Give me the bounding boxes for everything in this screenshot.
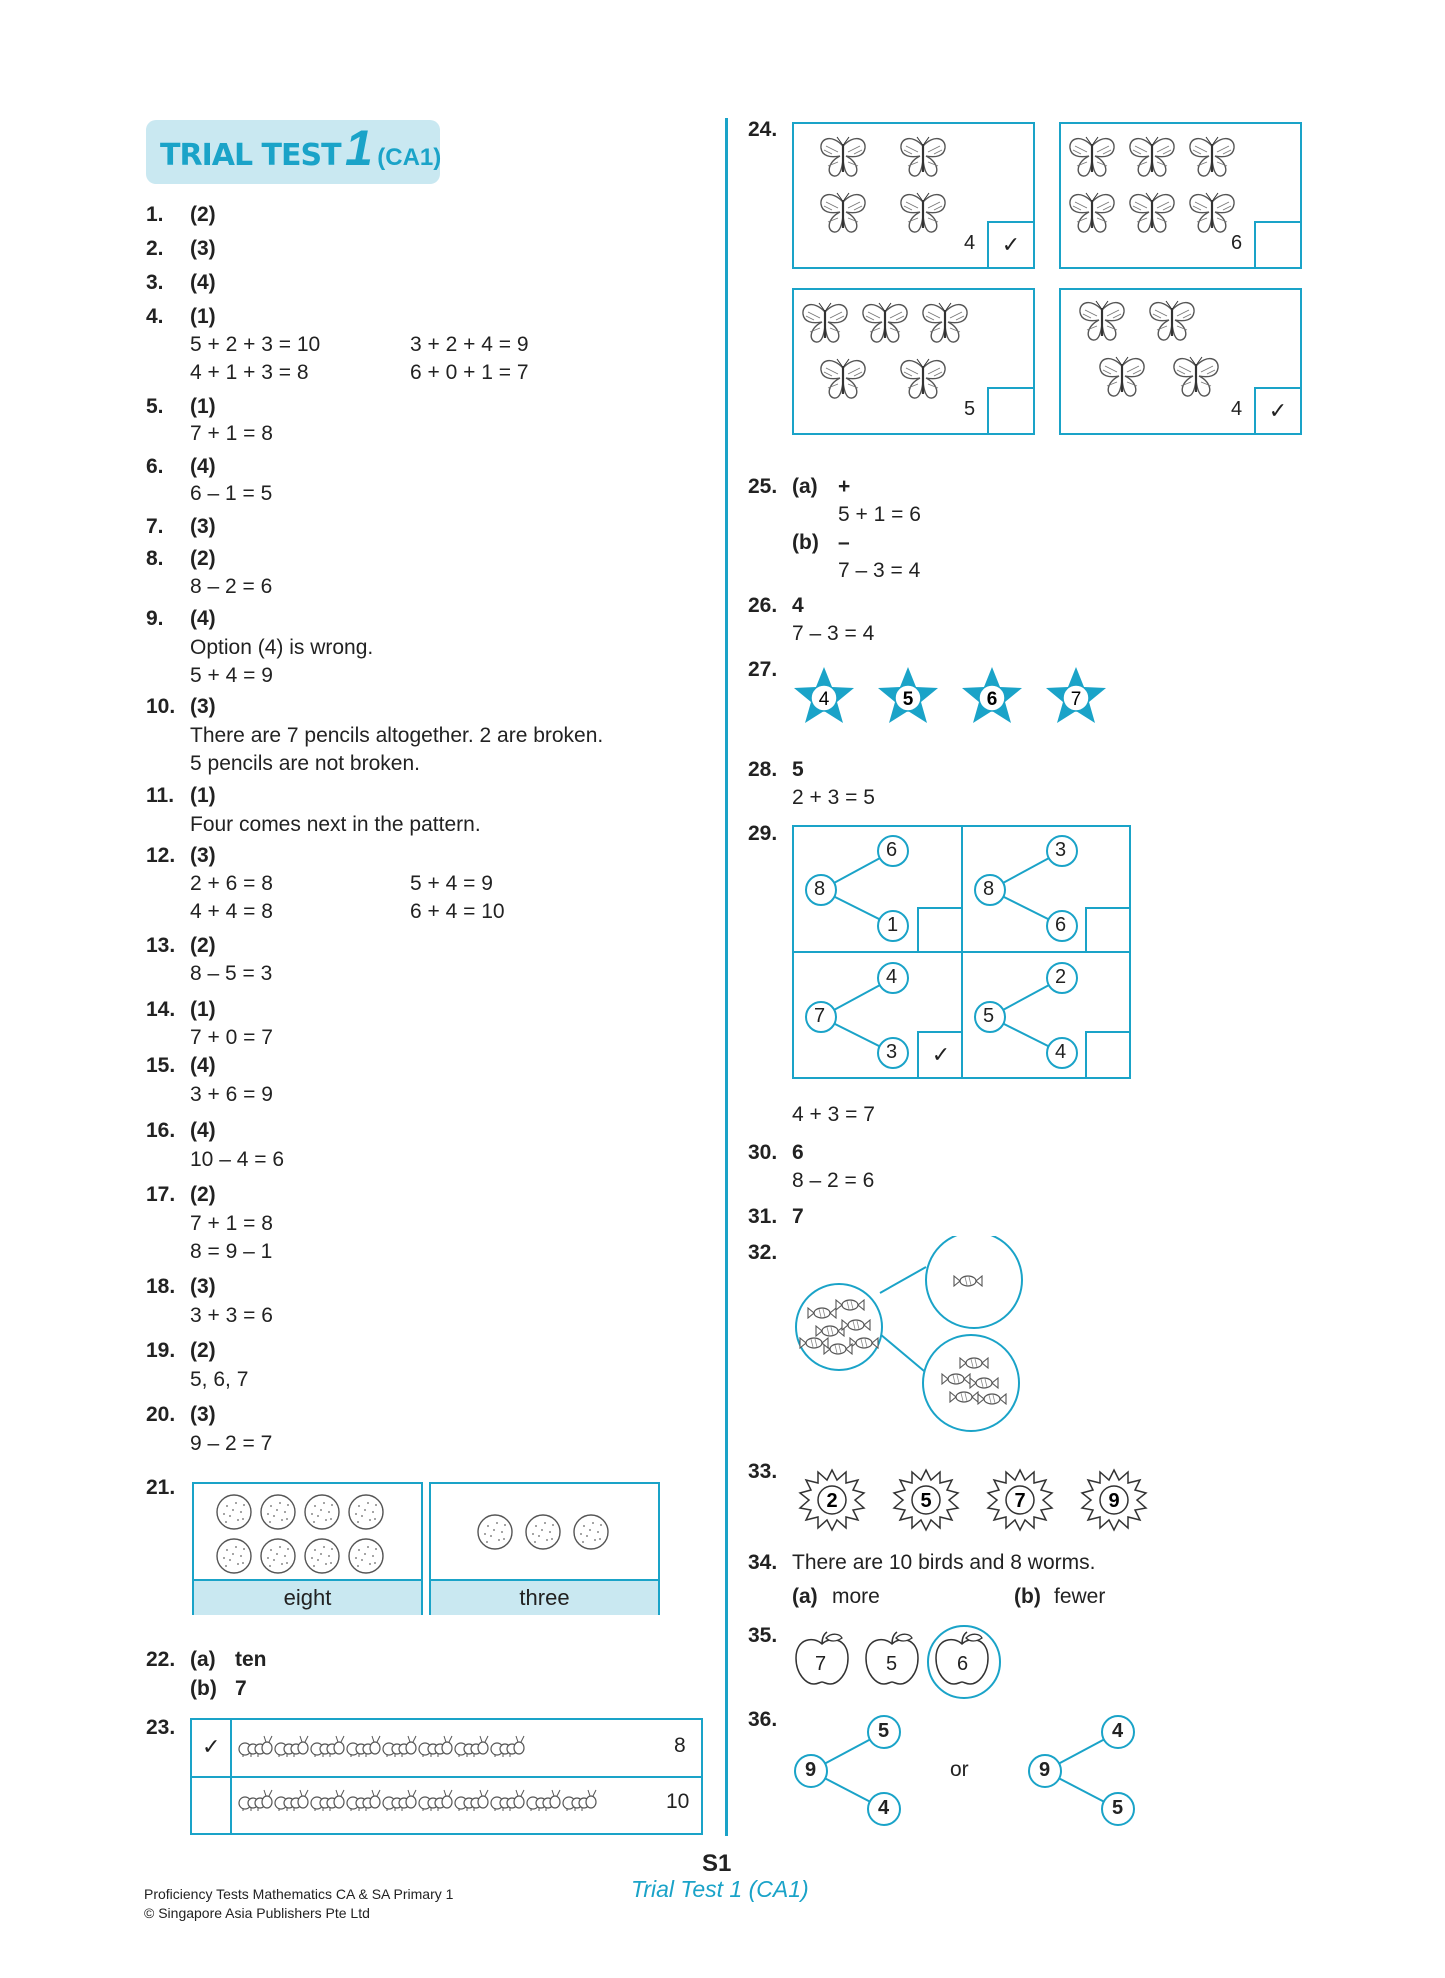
q27-star-number: 7	[1070, 689, 1082, 710]
q25-number: 25.	[748, 475, 778, 498]
left-answer-option: (2)	[190, 934, 216, 957]
q27-star-4	[792, 665, 856, 725]
left-working-line: 5 + 2 + 3 = 10	[190, 333, 321, 356]
q29-bond3-part1: 4	[886, 966, 898, 988]
q36-bond1-whole: 9	[805, 1759, 817, 1781]
q24-box-1	[792, 122, 1035, 269]
left-working-line: 2 + 6 = 8	[190, 872, 273, 895]
q25-b-answer: –	[838, 531, 850, 554]
q23-tick: ✓	[202, 1734, 221, 1759]
q33-flower-5	[886, 1464, 966, 1536]
q24-box-4	[1059, 288, 1302, 435]
q26-answer: 4	[792, 594, 804, 617]
left-question-number: 13.	[146, 934, 176, 957]
q28-answer: 5	[792, 758, 804, 781]
left-working-line: 7 + 1 = 8	[190, 1212, 273, 1235]
left-question-number: 3.	[146, 271, 164, 294]
q24-tick-box-2	[1254, 221, 1300, 267]
q30-number: 30.	[748, 1141, 778, 1164]
left-working-line: 7 + 1 = 8	[190, 422, 273, 445]
q27-number: 27.	[748, 658, 778, 681]
q33-flower-number: 5	[920, 1490, 932, 1512]
q34-text: There are 10 birds and 8 worms.	[792, 1551, 1096, 1574]
q36-bond1-part1: 5	[878, 1720, 890, 1742]
q21-number: 21.	[146, 1476, 176, 1499]
title-number: 1	[345, 120, 373, 176]
q24-count-3: 5	[964, 398, 976, 420]
title-part3: (CA1)	[377, 144, 442, 171]
left-working-line: 10 – 4 = 6	[190, 1148, 284, 1171]
q36-bond2-part1: 4	[1112, 1720, 1124, 1742]
q24-butterflies-6	[1061, 124, 1256, 267]
left-working-line: 6 – 1 = 5	[190, 482, 273, 505]
left-answer-option: (4)	[190, 1054, 216, 1077]
left-answer-option: (3)	[190, 1275, 216, 1298]
q27-star-number: 5	[902, 689, 914, 710]
q33-flower-7	[980, 1464, 1060, 1536]
left-answer-option: (3)	[190, 1403, 216, 1426]
left-working-line: 8 = 9 – 1	[190, 1240, 273, 1263]
left-question-number: 1.	[146, 203, 164, 226]
left-question-number: 5.	[146, 395, 164, 418]
q24-butterflies-5	[794, 290, 989, 433]
left-working-line: 4 + 1 + 3 = 8	[190, 361, 309, 384]
q21-oranges-1	[194, 1484, 421, 1579]
q23-number: 23.	[146, 1716, 176, 1739]
q28-equation: 2 + 3 = 5	[792, 786, 875, 809]
q36-bonds	[790, 1710, 1150, 1840]
q33-flower-number: 9	[1108, 1490, 1120, 1512]
left-question-number: 10.	[146, 695, 176, 718]
left-question-number: 8.	[146, 547, 164, 570]
q27-star-6	[960, 665, 1024, 725]
q24-count-2: 6	[1231, 232, 1243, 254]
q30-equation: 8 – 2 = 6	[792, 1169, 875, 1192]
left-working-line: 7 + 0 = 7	[190, 1026, 273, 1049]
left-working-line: Option (4) is wrong.	[190, 636, 374, 659]
left-answer-option: (3)	[190, 237, 216, 260]
left-answer-option: (2)	[190, 547, 216, 570]
left-answer-option: (1)	[190, 305, 216, 328]
left-answer-option: (4)	[190, 271, 216, 294]
left-answer-option: (3)	[190, 695, 216, 718]
left-question-number: 9.	[146, 607, 164, 630]
left-working-line: Four comes next in the pattern.	[190, 813, 481, 836]
left-working-line: 6 + 0 + 1 = 7	[410, 361, 529, 384]
q29-bond1-part2: 1	[887, 914, 899, 936]
left-answer-option: (1)	[190, 784, 216, 807]
q22-number: 22.	[146, 1648, 176, 1671]
column-divider	[725, 118, 728, 1836]
q22-a-answer: ten	[235, 1648, 267, 1671]
left-question-number: 4.	[146, 305, 164, 328]
q22-b-answer: 7	[235, 1677, 247, 1700]
q29-bond4-part2: 4	[1055, 1041, 1067, 1063]
q35-apple-2: 5	[886, 1653, 898, 1675]
q31-answer: 7	[792, 1205, 804, 1228]
title-part1: TRIAL TEST	[160, 138, 341, 173]
q27-star-7	[1044, 665, 1108, 725]
q33-flower-number: 7	[1014, 1490, 1026, 1512]
left-working-line: 3 + 2 + 4 = 9	[410, 333, 529, 356]
q22-b-label: (b)	[190, 1677, 217, 1700]
left-question-number: 7.	[146, 515, 164, 538]
q29-bond2-part2: 6	[1055, 914, 1067, 936]
q29-bond1-whole: 8	[814, 878, 826, 900]
left-question-number: 14.	[146, 998, 176, 1021]
left-question-number: 20.	[146, 1403, 176, 1426]
q29-bond3-part2: 3	[886, 1041, 898, 1063]
q24-tick-box-4: ✓	[1254, 387, 1300, 433]
q29-bond1-part1: 6	[886, 839, 898, 861]
q31-number: 31.	[748, 1205, 778, 1228]
q24-tick-box-1: ✓	[987, 221, 1033, 267]
left-answer-option: (4)	[190, 607, 216, 630]
q29-bond2-whole: 8	[983, 878, 995, 900]
q29-number: 29.	[748, 822, 778, 845]
q21-label-three: three	[431, 1579, 658, 1615]
q34-number: 34.	[748, 1551, 778, 1574]
q21-box-1	[192, 1482, 423, 1615]
q35-number: 35.	[748, 1624, 778, 1647]
q24-box-3	[792, 288, 1035, 435]
q34-a-label: (a)	[792, 1585, 818, 1608]
q25-a-label: (a)	[792, 475, 818, 498]
left-question-number: 6.	[146, 455, 164, 478]
q23-caterpillars-10	[238, 1788, 668, 1818]
left-question-number: 18.	[146, 1275, 176, 1298]
left-working-line: 4 + 4 = 8	[190, 900, 273, 923]
left-question-number: 15.	[146, 1054, 176, 1077]
q29-bond2-part1: 3	[1055, 839, 1067, 861]
footer-credits	[144, 1885, 453, 1923]
q26-number: 26.	[748, 594, 778, 617]
q25-b-label: (b)	[792, 531, 819, 554]
left-working-line: 6 + 4 = 10	[410, 900, 505, 923]
q29-bond4-whole: 5	[983, 1005, 995, 1027]
left-answer-option: (1)	[190, 395, 216, 418]
left-working-line: 5 + 4 = 9	[410, 872, 493, 895]
q33-flower-number: 2	[826, 1490, 838, 1512]
q23-table	[190, 1718, 703, 1835]
left-answer-option: (2)	[190, 203, 216, 226]
q36-bond2-whole: 9	[1039, 1759, 1051, 1781]
left-answer-option: (3)	[190, 844, 216, 867]
q21-box-2	[429, 1482, 660, 1615]
q23-count-8: 8	[674, 1734, 686, 1757]
q33-flower-9	[1074, 1464, 1154, 1536]
left-question-number: 16.	[146, 1119, 176, 1142]
q22-a-label: (a)	[190, 1648, 216, 1671]
footer-subtitle: Trial Test 1 (CA1)	[631, 1876, 809, 1902]
q27-star-number: 4	[818, 689, 830, 710]
left-working-line: 8 – 2 = 6	[190, 575, 273, 598]
left-answer-option: (3)	[190, 515, 216, 538]
left-working-line: 5, 6, 7	[190, 1368, 249, 1391]
footer-book-title: Proficiency Tests Mathematics CA & SA Primary 1	[144, 1886, 454, 1902]
q25-b-equation: 7 – 3 = 4	[838, 559, 921, 582]
q24-count-1: 4	[964, 232, 976, 254]
q29-tick-box-2	[1085, 907, 1131, 953]
q34-b-answer: fewer	[1054, 1585, 1106, 1608]
left-question-number: 19.	[146, 1339, 176, 1362]
q36-or: or	[950, 1758, 969, 1781]
q29-tick-box-3: ✓	[917, 1031, 963, 1077]
left-working-line: 3 + 6 = 9	[190, 1083, 273, 1106]
q35-apple-1: 7	[815, 1653, 827, 1675]
left-answer-option: (2)	[190, 1339, 216, 1362]
test-title	[160, 120, 442, 176]
q30-answer: 6	[792, 1141, 804, 1164]
q36-bond2-part2: 5	[1112, 1797, 1124, 1819]
q32-number: 32.	[748, 1241, 778, 1264]
q24-box-2	[1059, 122, 1302, 269]
left-answer-option: (1)	[190, 998, 216, 1021]
q29-tick-box-4	[1085, 1031, 1131, 1077]
left-question-number: 17.	[146, 1183, 176, 1206]
q29-bond3-whole: 7	[814, 1005, 826, 1027]
q33-flower-2	[792, 1464, 872, 1536]
test-title-banner	[146, 120, 440, 184]
q27-star-number: 6	[986, 689, 998, 710]
q29-tick-box-1	[917, 907, 963, 953]
q25-a-answer: +	[838, 475, 851, 498]
q24-count-4: 4	[1231, 398, 1243, 420]
left-working-line: 3 + 3 = 6	[190, 1304, 273, 1327]
left-question-number: 2.	[146, 237, 164, 260]
q24-tick-box-3	[987, 387, 1033, 433]
q21-label-eight: eight	[194, 1579, 421, 1615]
q26-equation: 7 – 3 = 4	[792, 622, 875, 645]
q29-grid	[792, 825, 1131, 1079]
q25-a-equation: 5 + 1 = 6	[838, 503, 921, 526]
left-working-line: 5 + 4 = 9	[190, 664, 273, 687]
q29-bond4-part1: 2	[1055, 966, 1067, 988]
q24-butterflies-4	[794, 124, 989, 267]
left-working-line: 9 – 2 = 7	[190, 1432, 273, 1455]
q36-number: 36.	[748, 1708, 778, 1731]
q36-bond1-part2: 4	[878, 1797, 890, 1819]
left-working-line: 5 pencils are not broken.	[190, 752, 420, 775]
q24-butterflies-4b	[1061, 290, 1256, 433]
q23-row-divider	[192, 1776, 701, 1778]
q27-star-5	[876, 665, 940, 725]
left-answer-option: (4)	[190, 1119, 216, 1142]
left-question-number: 11.	[146, 784, 175, 807]
left-question-number: 12.	[146, 844, 176, 867]
q33-number: 33.	[748, 1460, 778, 1483]
left-answer-option: (4)	[190, 455, 216, 478]
q28-number: 28.	[748, 758, 778, 781]
q35-apple-3: 6	[957, 1653, 969, 1675]
page-number: S1	[702, 1850, 732, 1877]
left-answer-option: (2)	[190, 1183, 216, 1206]
q34-a-answer: more	[832, 1585, 880, 1608]
q23-count-10: 10	[666, 1790, 690, 1813]
footer-copyright: © Singapore Asia Publishers Pte Ltd	[144, 1905, 370, 1921]
left-working-line: 8 – 5 = 3	[190, 962, 273, 985]
q21-oranges-2	[431, 1484, 658, 1579]
q34-b-label: (b)	[1014, 1585, 1041, 1608]
q29-equation: 4 + 3 = 7	[792, 1103, 875, 1126]
left-working-line: There are 7 pencils altogether. 2 are broken.	[190, 724, 604, 747]
q32-candy-bond	[790, 1236, 1030, 1436]
q24-number: 24.	[748, 118, 778, 141]
q23-caterpillars-8	[238, 1734, 598, 1764]
